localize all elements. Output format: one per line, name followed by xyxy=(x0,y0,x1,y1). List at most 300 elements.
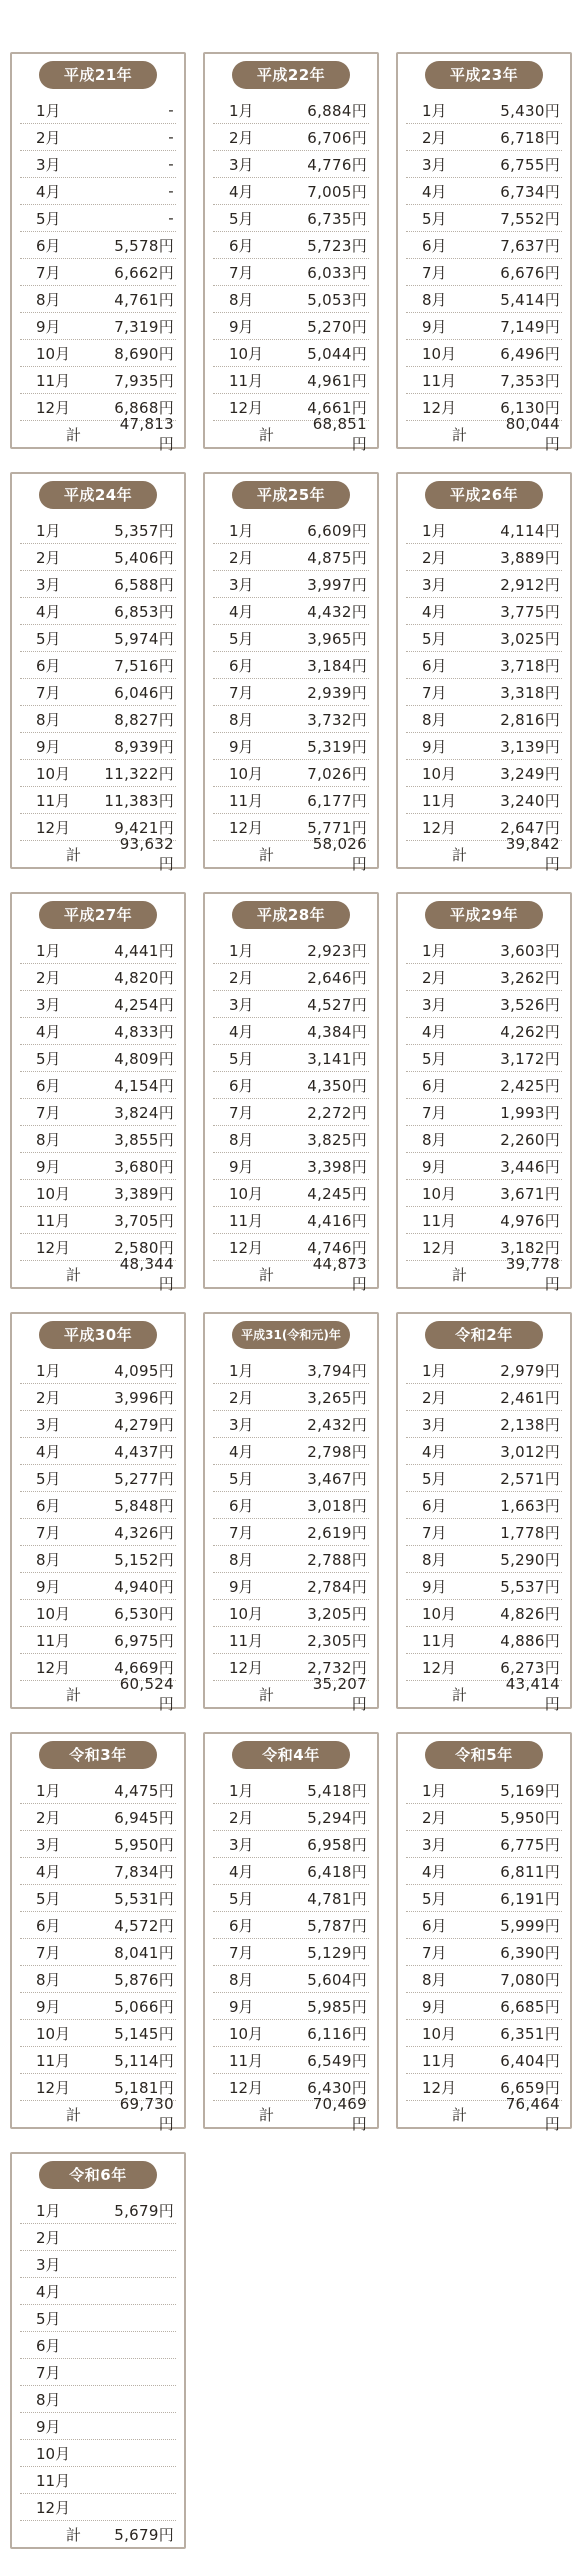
month-label: 11月 xyxy=(36,1211,71,1230)
month-label: 7月 xyxy=(36,1943,61,1962)
month-row xyxy=(20,313,176,340)
month-row xyxy=(406,1993,562,2020)
month-label: 11月 xyxy=(36,791,71,810)
month-row xyxy=(406,598,562,625)
month-label: 4月 xyxy=(422,602,447,621)
month-row xyxy=(20,1519,176,1546)
month-value: 6,884円 xyxy=(307,101,367,120)
month-value: 3,775円 xyxy=(500,602,560,621)
month-value: 5,537円 xyxy=(500,1577,560,1596)
month-label: 4月 xyxy=(229,1862,254,1881)
month-value: 6,945円 xyxy=(114,1808,174,1827)
total-value: 60,524円 xyxy=(119,1674,174,1713)
month-label: 3月 xyxy=(36,155,61,174)
month-label: 2月 xyxy=(36,128,61,147)
month-value: 4,245円 xyxy=(307,1184,367,1203)
month-row xyxy=(213,205,369,232)
month-rows xyxy=(12,97,184,453)
month-label: 6月 xyxy=(422,1916,447,1935)
month-value: 3,996円 xyxy=(114,1388,174,1407)
month-row xyxy=(406,124,562,151)
month-row xyxy=(406,232,562,259)
month-label: 5月 xyxy=(229,1889,254,1908)
month-value: 3,965円 xyxy=(307,629,367,648)
month-label: 4月 xyxy=(36,2282,61,2301)
month-value: 5,270円 xyxy=(307,317,367,336)
month-value: 5,578円 xyxy=(114,236,174,255)
month-row xyxy=(20,1072,176,1099)
month-row xyxy=(406,991,562,1018)
month-label: 9月 xyxy=(422,1997,447,2016)
month-label: 8月 xyxy=(36,1130,61,1149)
month-label: 7月 xyxy=(229,263,254,282)
month-row xyxy=(406,937,562,964)
month-label: 12月 xyxy=(229,1658,264,1677)
month-label: 7月 xyxy=(36,2363,61,2382)
month-value: 2,619円 xyxy=(307,1523,367,1542)
month-value: 5,950円 xyxy=(500,1808,560,1827)
month-label: 6月 xyxy=(36,236,61,255)
month-value: 5,169円 xyxy=(500,1781,560,1800)
total-row xyxy=(213,1674,369,1713)
month-value: 6,868円 xyxy=(114,398,174,417)
month-label: 11月 xyxy=(36,1631,71,1650)
month-row xyxy=(20,1885,176,1912)
month-row xyxy=(20,1492,176,1519)
month-label: 8月 xyxy=(229,1130,254,1149)
month-label: 11月 xyxy=(229,1631,264,1650)
month-label: 12月 xyxy=(422,1238,457,1257)
year-table xyxy=(396,892,572,1293)
month-value: 4,114円 xyxy=(500,521,560,540)
month-row xyxy=(406,313,562,340)
month-value: 5,357円 xyxy=(114,521,174,540)
month-value: 3,680円 xyxy=(114,1157,174,1176)
month-label: 10月 xyxy=(422,344,457,363)
month-label: 3月 xyxy=(229,575,254,594)
month-value: 4,416円 xyxy=(307,1211,367,1230)
month-value: 2,732円 xyxy=(307,1658,367,1677)
month-label: 4月 xyxy=(229,602,254,621)
month-row xyxy=(213,1600,369,1627)
month-label: 7月 xyxy=(229,1943,254,1962)
month-value: 2,272円 xyxy=(307,1103,367,1122)
month-label: 6月 xyxy=(36,1496,61,1515)
month-label: 3月 xyxy=(422,1415,447,1434)
month-row xyxy=(20,178,176,205)
month-row xyxy=(213,1939,369,1966)
total-label: 計 xyxy=(452,1265,468,1284)
month-label: 4月 xyxy=(36,1442,61,1461)
month-value: 3,526円 xyxy=(500,995,560,1014)
month-label: 10月 xyxy=(422,2024,457,2043)
month-value: 3,318円 xyxy=(500,683,560,702)
total-row xyxy=(213,834,369,873)
month-value: 2,432円 xyxy=(307,1415,367,1434)
month-label: 9月 xyxy=(422,317,447,336)
month-rows xyxy=(398,1357,570,1713)
total-label: 計 xyxy=(66,845,82,864)
month-row xyxy=(20,1153,176,1180)
month-value: 3,467円 xyxy=(307,1469,367,1488)
month-row xyxy=(20,2359,176,2386)
month-value: 3,732円 xyxy=(307,710,367,729)
total-row xyxy=(213,1254,369,1293)
month-row xyxy=(213,1492,369,1519)
month-label: 9月 xyxy=(422,1157,447,1176)
month-label: 1月 xyxy=(422,1361,447,1380)
month-row xyxy=(213,991,369,1018)
month-row xyxy=(213,1804,369,1831)
month-value: 6,685円 xyxy=(500,1997,560,2016)
month-label: 6月 xyxy=(422,1076,447,1095)
month-label: 1月 xyxy=(422,101,447,120)
month-label: 7月 xyxy=(229,1103,254,1122)
month-value: 3,012円 xyxy=(500,1442,560,1461)
year-label: 平成31(令和元)年 xyxy=(232,1321,350,1349)
year-table xyxy=(10,2152,186,2549)
month-row xyxy=(20,259,176,286)
month-row xyxy=(20,2020,176,2047)
month-value: 5,066円 xyxy=(114,1997,174,2016)
month-row xyxy=(20,1099,176,1126)
year-label: 令和4年 xyxy=(232,1741,350,1769)
month-value: 6,177円 xyxy=(307,791,367,810)
month-label: 5月 xyxy=(229,629,254,648)
month-label: 4月 xyxy=(36,1862,61,1881)
month-value: 5,771円 xyxy=(307,818,367,837)
month-row xyxy=(20,1018,176,1045)
month-label: 8月 xyxy=(36,2390,61,2409)
year-label: 令和2年 xyxy=(425,1321,543,1349)
month-row xyxy=(213,1546,369,1573)
month-label: 8月 xyxy=(36,710,61,729)
month-label: 10月 xyxy=(229,2024,264,2043)
total-label: 計 xyxy=(66,2525,82,2544)
month-row xyxy=(406,679,562,706)
month-row xyxy=(213,1126,369,1153)
month-label: 12月 xyxy=(36,1658,71,1677)
month-row xyxy=(406,1180,562,1207)
month-label: 3月 xyxy=(422,995,447,1014)
month-label: 5月 xyxy=(229,1049,254,1068)
month-label: 9月 xyxy=(229,1997,254,2016)
month-row xyxy=(213,1018,369,1045)
month-rows xyxy=(205,1357,377,1713)
month-value: 4,940円 xyxy=(114,1577,174,1596)
month-value: 2,939円 xyxy=(307,683,367,702)
month-value: 7,353円 xyxy=(500,371,560,390)
month-label: 10月 xyxy=(229,1604,264,1623)
year-table xyxy=(396,1312,572,1713)
total-row xyxy=(213,2094,369,2133)
month-label: 8月 xyxy=(229,710,254,729)
month-value: 2,138円 xyxy=(500,1415,560,1434)
year-label: 平成25年 xyxy=(232,481,350,509)
month-rows xyxy=(12,937,184,1293)
month-label: 12月 xyxy=(229,2078,264,2097)
month-label: 9月 xyxy=(36,2417,61,2436)
month-value: 4,441円 xyxy=(114,941,174,960)
month-label: 2月 xyxy=(36,1388,61,1407)
month-label: 12月 xyxy=(422,818,457,837)
total-label: 計 xyxy=(259,425,275,444)
month-value: 6,775円 xyxy=(500,1835,560,1854)
month-value: - xyxy=(168,101,174,119)
total-row xyxy=(213,414,369,453)
month-value: 6,046円 xyxy=(114,683,174,702)
year-label: 平成23年 xyxy=(425,61,543,89)
month-value: 8,827円 xyxy=(114,710,174,729)
month-row xyxy=(20,2047,176,2074)
year-table xyxy=(203,1312,379,1713)
year-label: 平成28年 xyxy=(232,901,350,929)
month-value: 2,305円 xyxy=(307,1631,367,1650)
month-label: 5月 xyxy=(36,1469,61,1488)
month-label: 8月 xyxy=(422,290,447,309)
month-label: 12月 xyxy=(36,2498,71,2517)
month-value: 1,778円 xyxy=(500,1523,560,1542)
month-label: 5月 xyxy=(422,629,447,648)
month-label: 4月 xyxy=(229,1022,254,1041)
month-label: 3月 xyxy=(36,1415,61,1434)
month-value: 4,961円 xyxy=(307,371,367,390)
month-row xyxy=(213,1966,369,1993)
month-row xyxy=(20,1357,176,1384)
month-row xyxy=(20,991,176,1018)
month-row xyxy=(20,1438,176,1465)
month-value: 2,912円 xyxy=(500,575,560,594)
month-value: - xyxy=(168,182,174,200)
month-label: 5月 xyxy=(422,1889,447,1908)
month-label: 7月 xyxy=(422,1943,447,1962)
month-value: 6,116円 xyxy=(307,2024,367,2043)
total-value: 69,730円 xyxy=(119,2094,174,2133)
month-row xyxy=(406,178,562,205)
year-table xyxy=(10,892,186,1293)
total-row xyxy=(20,2521,176,2547)
month-label: 2月 xyxy=(229,1388,254,1407)
month-label: 11月 xyxy=(422,1211,457,1230)
month-value: 4,279円 xyxy=(114,1415,174,1434)
month-row xyxy=(406,367,562,394)
month-value: 4,661円 xyxy=(307,398,367,417)
month-value: 4,384円 xyxy=(307,1022,367,1041)
year-label: 平成30年 xyxy=(39,1321,157,1349)
month-row xyxy=(213,1912,369,1939)
month-value: 3,671円 xyxy=(500,1184,560,1203)
month-row xyxy=(406,1207,562,1234)
total-row xyxy=(20,1674,176,1713)
month-label: 6月 xyxy=(229,236,254,255)
month-row xyxy=(213,1627,369,1654)
month-row xyxy=(20,1858,176,1885)
month-label: 5月 xyxy=(36,209,61,228)
month-value: 3,262円 xyxy=(500,968,560,987)
month-value: 4,095円 xyxy=(114,1361,174,1380)
month-row xyxy=(406,1600,562,1627)
month-row xyxy=(20,2278,176,2305)
month-value: 4,826円 xyxy=(500,1604,560,1623)
month-value: 4,475円 xyxy=(114,1781,174,1800)
month-value: 4,326円 xyxy=(114,1523,174,1542)
month-label: 8月 xyxy=(422,1130,447,1149)
total-value: 47,813円 xyxy=(119,414,174,453)
month-label: 10月 xyxy=(422,1604,457,1623)
month-row xyxy=(406,1777,562,1804)
month-value: 4,527円 xyxy=(307,995,367,1014)
month-value: 5,277円 xyxy=(114,1469,174,1488)
month-label: 3月 xyxy=(36,995,61,1014)
month-row xyxy=(406,1858,562,1885)
total-label: 計 xyxy=(66,2105,82,2124)
month-label: 11月 xyxy=(229,371,264,390)
month-label: 8月 xyxy=(422,1550,447,1569)
month-label: 1月 xyxy=(36,941,61,960)
month-row xyxy=(213,1573,369,1600)
month-row xyxy=(406,340,562,367)
month-label: 1月 xyxy=(229,941,254,960)
month-row xyxy=(406,1546,562,1573)
month-value: 6,706円 xyxy=(307,128,367,147)
month-row xyxy=(213,937,369,964)
month-value: - xyxy=(168,209,174,227)
month-label: 12月 xyxy=(229,818,264,837)
month-row xyxy=(406,1831,562,1858)
month-value: 4,432円 xyxy=(307,602,367,621)
month-value: 5,531円 xyxy=(114,1889,174,1908)
month-label: 1月 xyxy=(229,1781,254,1800)
month-row xyxy=(406,1357,562,1384)
month-value: 3,240円 xyxy=(500,791,560,810)
month-value: 2,784円 xyxy=(307,1577,367,1596)
month-value: 7,834円 xyxy=(114,1862,174,1881)
month-value: 7,149円 xyxy=(500,317,560,336)
month-row xyxy=(20,1546,176,1573)
month-value: 6,811円 xyxy=(500,1862,560,1881)
month-row xyxy=(20,1465,176,1492)
year-label: 平成26年 xyxy=(425,481,543,509)
month-label: 7月 xyxy=(422,1523,447,1542)
month-row xyxy=(213,367,369,394)
month-value: 9,421円 xyxy=(114,818,174,837)
month-label: 12月 xyxy=(422,2078,457,2097)
total-row xyxy=(20,414,176,453)
month-value: 2,425円 xyxy=(500,1076,560,1095)
month-rows xyxy=(12,2197,184,2547)
month-label: 6月 xyxy=(229,1916,254,1935)
month-value: 3,824円 xyxy=(114,1103,174,1122)
month-row xyxy=(20,2413,176,2440)
year-table xyxy=(10,52,186,453)
month-value: 5,053円 xyxy=(307,290,367,309)
month-row xyxy=(20,1966,176,1993)
year-table xyxy=(396,52,572,453)
year-label: 令和6年 xyxy=(39,2161,157,2189)
month-rows xyxy=(398,937,570,1293)
month-label: 2月 xyxy=(229,1808,254,1827)
month-rows xyxy=(12,517,184,873)
month-label: 6月 xyxy=(422,656,447,675)
month-row xyxy=(213,964,369,991)
month-label: 10月 xyxy=(36,2024,71,2043)
month-value: 8,939円 xyxy=(114,737,174,756)
month-value: 4,976円 xyxy=(500,1211,560,1230)
month-row xyxy=(213,286,369,313)
month-label: 4月 xyxy=(229,182,254,201)
month-row xyxy=(406,787,562,814)
total-label: 計 xyxy=(452,1685,468,1704)
month-value: 11,383円 xyxy=(104,791,174,810)
month-value: 3,184円 xyxy=(307,656,367,675)
total-value: 93,632円 xyxy=(119,834,174,873)
month-row xyxy=(213,313,369,340)
month-label: 2月 xyxy=(36,2228,61,2247)
month-label: 7月 xyxy=(422,1103,447,1122)
month-row xyxy=(213,1072,369,1099)
total-label: 計 xyxy=(259,2105,275,2124)
month-value: 8,041円 xyxy=(114,1943,174,1962)
month-value: 2,571円 xyxy=(500,1469,560,1488)
total-label: 計 xyxy=(66,1685,82,1704)
year-label: 令和5年 xyxy=(425,1741,543,1769)
month-row xyxy=(213,787,369,814)
month-label: 1月 xyxy=(36,2201,61,2220)
month-row xyxy=(406,1939,562,1966)
month-value: 5,129円 xyxy=(307,1943,367,1962)
month-label: 1月 xyxy=(229,101,254,120)
month-label: 12月 xyxy=(36,1238,71,1257)
month-value: 5,985円 xyxy=(307,1997,367,2016)
month-value: 7,637円 xyxy=(500,236,560,255)
month-value: 4,437円 xyxy=(114,1442,174,1461)
month-label: 11月 xyxy=(229,791,264,810)
month-value: 6,033円 xyxy=(307,263,367,282)
month-label: 7月 xyxy=(422,683,447,702)
total-value: 58,026円 xyxy=(312,834,367,873)
month-row xyxy=(20,1207,176,1234)
month-row xyxy=(20,964,176,991)
month-value: 6,588円 xyxy=(114,575,174,594)
month-value: 5,787円 xyxy=(307,1916,367,1935)
year-table xyxy=(10,1732,186,2133)
month-value: 11,322円 xyxy=(104,764,174,783)
month-row xyxy=(406,1912,562,1939)
month-label: 7月 xyxy=(422,263,447,282)
year-label: 令和3年 xyxy=(39,1741,157,1769)
month-value: 6,853円 xyxy=(114,602,174,621)
month-row xyxy=(406,1099,562,1126)
month-value: 2,816円 xyxy=(500,710,560,729)
month-row xyxy=(406,1627,562,1654)
month-value: 6,755円 xyxy=(500,155,560,174)
month-row xyxy=(213,1831,369,1858)
month-row xyxy=(213,1465,369,1492)
year-label: 平成24年 xyxy=(39,481,157,509)
month-value: 2,580円 xyxy=(114,1238,174,1257)
month-label: 2月 xyxy=(422,128,447,147)
month-value: 5,044円 xyxy=(307,344,367,363)
month-row xyxy=(20,760,176,787)
month-value: 4,781円 xyxy=(307,1889,367,1908)
month-row xyxy=(20,1777,176,1804)
month-row xyxy=(20,151,176,178)
month-row xyxy=(20,205,176,232)
month-value: 6,351円 xyxy=(500,2024,560,2043)
month-label: 7月 xyxy=(229,1523,254,1542)
month-row xyxy=(20,1804,176,1831)
month-label: 1月 xyxy=(422,1781,447,1800)
